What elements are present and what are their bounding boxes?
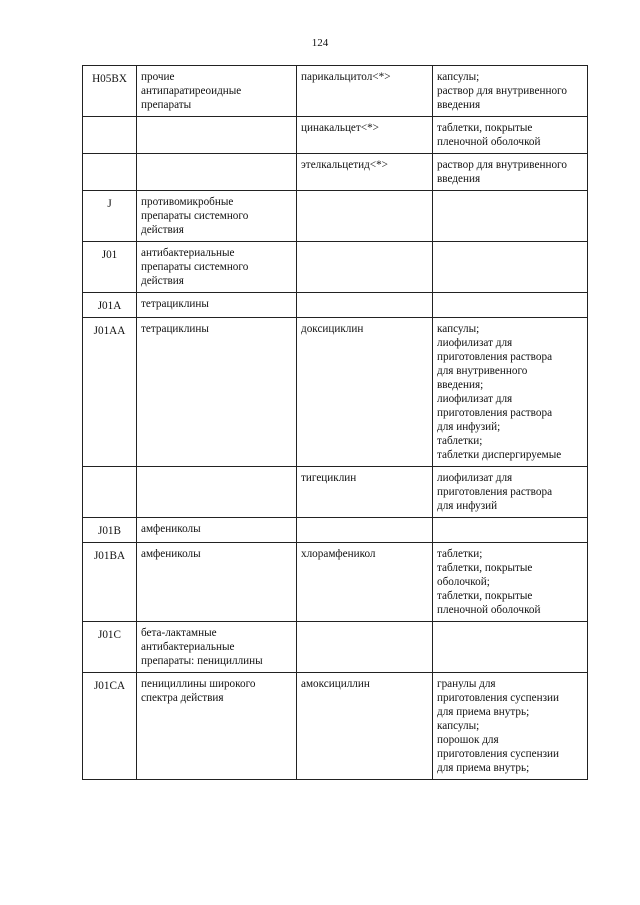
atc-code-cell: J01A [83, 293, 137, 318]
anatomical-group-cell [137, 673, 297, 780]
drug-name-cell: цинакальцет<*> [297, 117, 433, 154]
form-line: таблетки; [437, 548, 483, 560]
atc-code-cell: J01C [83, 622, 137, 673]
form-line: пленочной оболочкой [437, 604, 541, 616]
form-line: порошок для [437, 734, 499, 746]
atc-code-cell: J [83, 191, 137, 242]
dosage-form-cell [433, 242, 588, 293]
anatomical-group-cell [137, 242, 297, 293]
drug-name-cell: парикальцитол<*> [297, 66, 433, 117]
anatomical-group-cell [137, 293, 297, 318]
group-line: антипаратиреоидные [141, 85, 242, 97]
drug-name-cell: этелкальцетид<*> [297, 154, 433, 191]
anatomical-group-cell [137, 66, 297, 117]
group-line: тетрациклины [141, 298, 209, 310]
group-line: тетрациклины [141, 323, 209, 335]
anatomical-group-cell [137, 154, 297, 191]
drug-name-cell: доксициклин [297, 318, 433, 467]
group-line: противомикробные [141, 196, 234, 208]
dosage-form-cell [433, 673, 588, 780]
dosage-form-cell [433, 117, 588, 154]
group-line: антибактериальные [141, 247, 235, 259]
form-line: приготовления раствора [437, 351, 553, 363]
dosage-form-cell [433, 293, 588, 318]
table-row [83, 673, 588, 780]
form-line: приготовления суспензии [437, 748, 559, 760]
form-line: введения [437, 99, 481, 111]
form-line: для инфузий; [437, 421, 501, 433]
group-line: спектра действия [141, 692, 224, 704]
anatomical-group-cell [137, 318, 297, 467]
form-line: лиофилизат для [437, 472, 513, 484]
form-line: пленочной оболочкой [437, 136, 541, 148]
page-number: 124 [311, 37, 329, 49]
anatomical-group-cell [137, 622, 297, 673]
atc-code-cell [83, 154, 137, 191]
form-line: приготовления суспензии [437, 692, 559, 704]
form-line: капсулы; [437, 71, 480, 83]
atc-code-cell: H05BX [83, 66, 137, 117]
form-line: таблетки, покрытые [437, 122, 533, 134]
group-line: действия [141, 224, 184, 236]
dosage-form-cell [433, 66, 588, 117]
drug-name-cell: амоксициллин [297, 673, 433, 780]
drug-name-cell [297, 518, 433, 543]
form-line: оболочкой; [437, 576, 490, 588]
dosage-form-cell [433, 318, 588, 467]
form-line: введения; [437, 379, 484, 391]
form-line: гранулы для [437, 678, 496, 690]
form-line: лиофилизат для [437, 393, 513, 405]
anatomical-group-cell [137, 191, 297, 242]
atc-code-cell [83, 117, 137, 154]
atc-code-cell: J01B [83, 518, 137, 543]
group-line: препараты системного [141, 261, 249, 273]
group-line: пенициллины широкого [141, 678, 256, 690]
drug-table [82, 65, 588, 780]
table-row [83, 154, 588, 191]
dosage-form-cell [433, 543, 588, 622]
anatomical-group-cell [137, 518, 297, 543]
dosage-form-cell [433, 467, 588, 518]
form-line: капсулы; [437, 323, 480, 335]
dosage-form-cell [433, 154, 588, 191]
drug-name-cell [297, 293, 433, 318]
form-line: таблетки диспергируемые [437, 449, 562, 461]
drug-name-cell [297, 622, 433, 673]
atc-code-cell: J01 [83, 242, 137, 293]
group-line: амфениколы [141, 548, 201, 560]
form-line: таблетки; [437, 435, 483, 447]
group-line: бета-лактамные [141, 627, 217, 639]
atc-code-cell: J01CA [83, 673, 137, 780]
atc-code-cell: J01BA [83, 543, 137, 622]
table-body [83, 66, 588, 780]
form-line: для инфузий [437, 500, 498, 512]
form-line: таблетки, покрытые [437, 562, 533, 574]
form-line: для приема внутрь; [437, 762, 530, 774]
table-row [83, 191, 588, 242]
group-line: прочие [141, 71, 175, 83]
dosage-form-cell [433, 622, 588, 673]
group-line: действия [141, 275, 184, 287]
form-line: лиофилизат для [437, 337, 513, 349]
anatomical-group-cell [137, 467, 297, 518]
drug-name-cell: хлорамфеникол [297, 543, 433, 622]
form-line: введения [437, 173, 481, 185]
table-row [83, 622, 588, 673]
group-line: препараты: пенициллины [141, 655, 263, 667]
form-line: приготовления раствора [437, 407, 553, 419]
table-row [83, 467, 588, 518]
table-row [83, 66, 588, 117]
form-line: раствор для внутривенного [437, 159, 567, 171]
drug-name-cell [297, 191, 433, 242]
group-line: препараты [141, 99, 192, 111]
table-row [83, 518, 588, 543]
anatomical-group-cell [137, 543, 297, 622]
table-row [83, 242, 588, 293]
form-line: таблетки, покрытые [437, 590, 533, 602]
drug-name-cell [297, 242, 433, 293]
dosage-form-cell [433, 191, 588, 242]
table-row [83, 318, 588, 467]
form-line: раствор для внутривенного [437, 85, 567, 97]
drug-name-cell: тигециклин [297, 467, 433, 518]
form-line: приготовления раствора [437, 486, 553, 498]
anatomical-group-cell [137, 117, 297, 154]
atc-code-cell: J01AA [83, 318, 137, 467]
dosage-form-cell [433, 518, 588, 543]
atc-code-cell [83, 467, 137, 518]
form-line: для внутривенного [437, 365, 528, 377]
form-line: для приема внутрь; [437, 706, 530, 718]
table-row [83, 543, 588, 622]
group-line: антибактериальные [141, 641, 235, 653]
group-line: амфениколы [141, 523, 201, 535]
table-row [83, 293, 588, 318]
form-line: капсулы; [437, 720, 480, 732]
table-row [83, 117, 588, 154]
group-line: препараты системного [141, 210, 249, 222]
